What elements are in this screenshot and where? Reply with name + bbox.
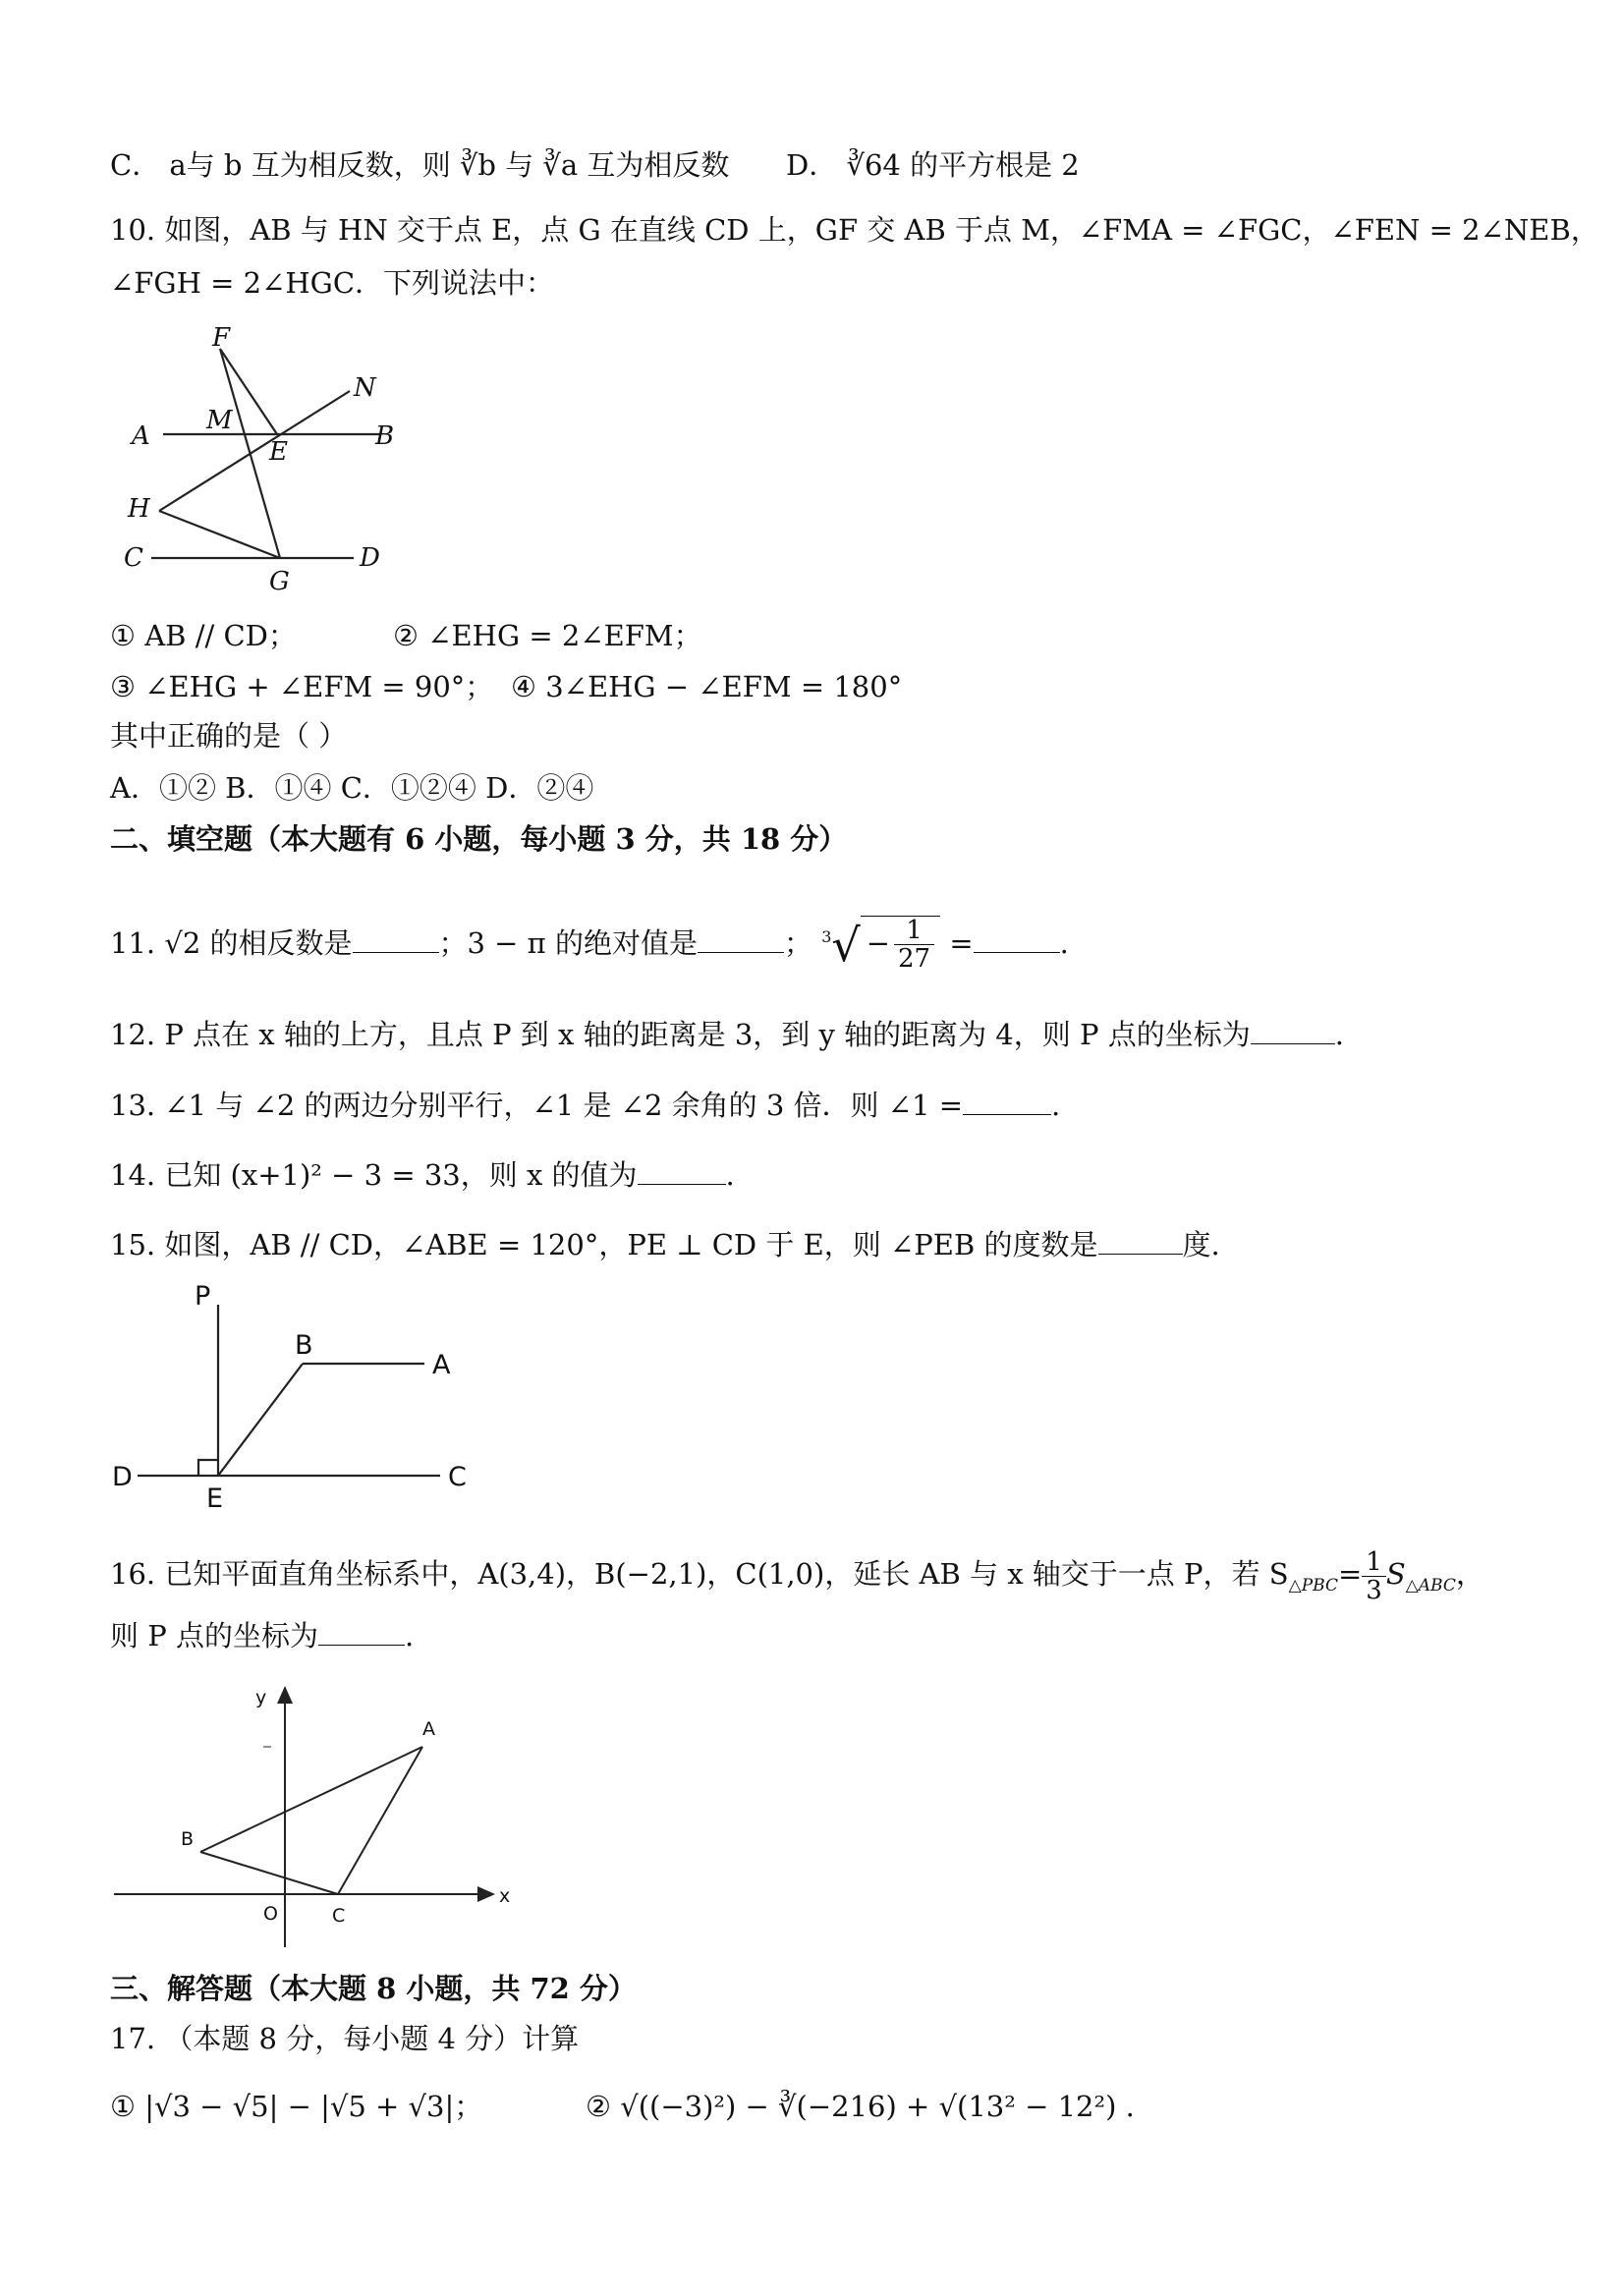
- q11-denominator: 27: [898, 944, 931, 975]
- q16-label-o: O: [263, 1903, 278, 1925]
- q16-line2: 则 P 点的坐标为 .: [110, 1615, 414, 1655]
- q10-label-b: B: [375, 421, 395, 451]
- q16-label-x: x: [499, 1885, 511, 1907]
- q10-statement-2: ② ∠EHG = 2∠EFM；: [393, 619, 702, 652]
- q11-equals: =: [949, 925, 974, 960]
- q15-right-angle-mark: [198, 1460, 218, 1476]
- q11: 11. √2 的相反数是 ；3 − π 的绝对值是 ； 3√ − $\frac{1}{27}$ = .: [110, 912, 1069, 973]
- q11-end: .: [1059, 925, 1069, 960]
- q15: 15. 如图，AB // CD，∠ABE = 120°，PE ⊥ CD 于 E，则 ∠PEB 的度数是 度.: [110, 1224, 1220, 1264]
- q13-blank: [963, 1085, 1051, 1115]
- q16-label-c: C: [332, 1905, 346, 1927]
- q10-line-hg: [159, 511, 280, 558]
- q10-label-e: E: [269, 437, 288, 467]
- q10-statement-3: ③ ∠EHG + ∠EFM = 90°；: [110, 670, 494, 703]
- q14: 14. 已知 (x+1)² − 3 = 33，则 x 的值为 .: [110, 1154, 735, 1195]
- q13: 13. ∠1 与 ∠2 的两边分别平行，∠1 是 ∠2 余角的 3 倍．则 ∠1 = .: [110, 1085, 1060, 1125]
- q10-label-m: M: [206, 406, 233, 435]
- q10-label-n: N: [354, 373, 376, 403]
- q15-label-e: E: [206, 1484, 224, 1513]
- q9-option-d: D． ∛64 的平方根是 2: [786, 148, 1080, 182]
- q16-line1: 16. 已知平面直角坐标系中，A(3,4)，B(−2,1)，C(1,0)，延长 AB 与 x 轴交于一点 P，若 $S_{\triangle PBC}=$ $\frac{1}{3}$ $S_{\triangle ABC}$，: [110, 1546, 1484, 1605]
- q10-statement-1: ① AB // CD；: [110, 619, 297, 652]
- q11-blank-3: [974, 923, 1060, 953]
- q13-text: 13. ∠1 与 ∠2 的两边分别平行，∠1 是 ∠2 余角的 3 倍．则 ∠1 =: [110, 1089, 964, 1122]
- q9-option-c: C． a与 b 互为相反数，则 ∛b 与 ∛a 互为相反数: [110, 148, 730, 182]
- q15-label-c: C: [448, 1462, 467, 1492]
- q16-text: 16. 已知平面直角坐标系中，A(3,4)，B(−2,1)，C(1,0)，延长 AB 与 x 轴交于一点 P，若 S: [110, 1557, 1289, 1591]
- q12-blank: [1251, 1014, 1335, 1044]
- q12: 12. P 点在 x 轴的上方，且点 P 到 x 轴的距离是 3，到 y 轴的距离为 4，则 P 点的坐标为 .: [110, 1014, 1344, 1054]
- q17-title: 17. （本题 8 分，每小题 4 分）计算: [110, 2022, 580, 2055]
- section-3-heading: 三、解答题（本大题 8 小题，共 72 分）: [110, 1972, 637, 2005]
- q10-statement-4: ④ 3∠EHG − ∠EFM = 180°: [511, 670, 903, 703]
- q16-numerator: 1: [1362, 1548, 1386, 1577]
- q17-part-1: ① |√3 − √5| − |√5 + √3|；: [110, 2090, 483, 2123]
- q11-part-a: 11. √2 的相反数是: [110, 925, 353, 960]
- q14-text: 14. 已知 (x+1)² − 3 = 33，则 x 的值为: [110, 1158, 638, 1192]
- q16-label-b: B: [181, 1828, 195, 1850]
- q11-numerator: 1: [894, 917, 934, 945]
- q10-options: A．①② B．①④ C．①②④ D．②④: [110, 771, 594, 805]
- q12-text: 12. P 点在 x 轴的上方，且点 P 到 x 轴的距离是 3，到 y 轴的距离为 4，则 P 点的坐标为: [110, 1018, 1251, 1051]
- q10-line-hn: [159, 391, 350, 511]
- q16-segment-ab: [200, 1747, 422, 1852]
- q15-text: 15. 如图，AB // CD，∠ABE = 120°，PE ⊥ CD 于 E，则 ∠PEB 的度数是: [110, 1228, 1098, 1261]
- q10-label-c: C: [124, 543, 143, 573]
- q11-cube-index: 3: [821, 927, 832, 946]
- q16-segment-bc: [200, 1852, 338, 1894]
- section-2-heading: 二、填空题（本大题有 6 小题，每小题 3 分，共 18 分）: [110, 822, 848, 856]
- q15-line-eb: [218, 1364, 303, 1476]
- q10-stem-line2: ∠FGH = 2∠HGC．下列说法中：: [110, 266, 555, 300]
- q15-label-b: B: [295, 1330, 313, 1361]
- q16-label-a: A: [422, 1718, 435, 1740]
- q10-label-g: G: [269, 567, 290, 596]
- q16-label-y: y: [255, 1687, 267, 1708]
- q14-blank: [638, 1154, 726, 1185]
- q11-part-c: ；: [783, 925, 812, 960]
- q16-sub-abc: △ABC: [1405, 1575, 1456, 1596]
- q11-radical-sign: √: [831, 918, 861, 972]
- q15-label-p: P: [195, 1281, 211, 1312]
- q15-figure: [108, 1277, 481, 1513]
- q11-part-b: ；3 − π 的绝对值是: [438, 925, 698, 960]
- q11-blank-1: [353, 923, 439, 953]
- q10-label-f: F: [212, 324, 231, 353]
- q17-part-2: ② √((−3)²) − ∛(−216) + √(13² − 12²) .: [586, 2090, 1135, 2123]
- q10-stem-line1: 10. 如图，AB 与 HN 交于点 E，点 G 在直线 CD 上，GF 交 AB 于点 M，∠FMA = ∠FGC，∠FEN = 2∠NEB，: [110, 213, 1599, 247]
- q10-label-a: A: [132, 421, 150, 451]
- q16-sub-pbc: △PBC: [1288, 1575, 1338, 1596]
- q10-figure: [118, 324, 413, 599]
- q10-label-d: D: [360, 543, 380, 573]
- q15-label-d: D: [112, 1462, 133, 1492]
- q16-coordinate-figure: [108, 1670, 531, 1955]
- q15-label-a: A: [432, 1350, 451, 1380]
- q11-blank-2: [698, 923, 784, 953]
- q16-blank: [318, 1615, 405, 1646]
- q16-denominator: 3: [1366, 1575, 1382, 1605]
- q10-question: 其中正确的是（ ）: [110, 719, 348, 753]
- q10-label-h: H: [128, 494, 150, 524]
- q15-blank: [1098, 1224, 1183, 1255]
- q16-segment-ca: [338, 1747, 422, 1894]
